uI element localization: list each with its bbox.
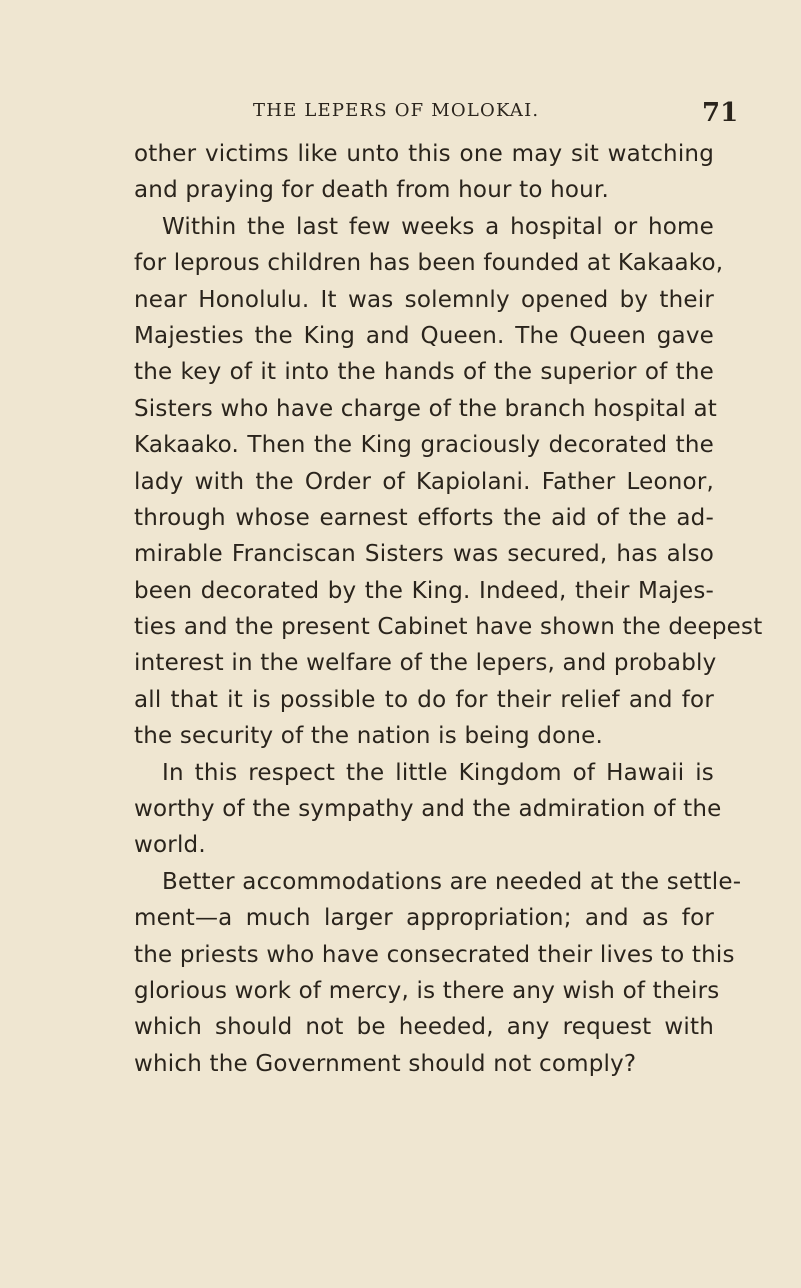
- text-line: all that it is possible to do for their relief and for: [134, 686, 714, 713]
- running-title: THE LEPERS OF MOLOKAI.: [253, 100, 540, 121]
- text-line: which should not be heeded, any request with: [134, 1014, 714, 1041]
- text-line: mirable Franciscan Sisters was secured, has also: [134, 541, 714, 568]
- text-line: world.: [134, 832, 206, 859]
- text-line: for leprous children has been founded at Kakaako,: [134, 250, 724, 277]
- text-line: the security of the nation is being done.: [134, 723, 603, 750]
- text-line: other victims like unto this one may sit watching: [134, 141, 714, 167]
- text-line: near Honolulu. It was solemnly opened by their: [134, 286, 714, 313]
- text-line: interest in the welfare of the lepers, and probably: [134, 650, 717, 677]
- text-line: been decorated by the King. Indeed, their Majes-: [134, 577, 714, 604]
- text-line: In this respect the little Kingdom of Hawaii is: [162, 759, 714, 786]
- text-line: ties and the present Cabinet have shown the deepest: [134, 614, 763, 641]
- text-line: Better accommodations are needed at the settle-: [162, 868, 742, 895]
- body-text: [134, 136, 763, 1082]
- text-line: which the Government should not comply?: [134, 1050, 637, 1077]
- text-line: glorious work of mercy, is there any wish of theirs: [134, 977, 720, 1004]
- text-line: lady with the Order of Kapiolani. Father Leonor,: [134, 468, 714, 495]
- text-line: the key of it into the hands of the superior of the: [134, 359, 714, 386]
- text-line: through whose earnest efforts the aid of the ad-: [134, 504, 714, 531]
- text-line: Sisters who have charge of the branch hospital at: [134, 395, 717, 422]
- page-header: [0, 98, 801, 138]
- text-line: Within the last few weeks a hospital or home: [162, 213, 714, 240]
- text-line: Majesties the King and Queen. The Queen gave: [134, 322, 714, 349]
- text-line: ment—a much larger appropriation; and as for: [134, 905, 714, 932]
- text-line: the priests who have consecrated their lives to this: [134, 941, 735, 968]
- text-line: Kakaako. Then the King graciously decorated the: [134, 432, 714, 459]
- text-line: worthy of the sympathy and the admiration of the: [134, 796, 722, 823]
- text-line: and praying for death from hour to hour.: [134, 177, 610, 204]
- page-number: 71: [702, 98, 739, 128]
